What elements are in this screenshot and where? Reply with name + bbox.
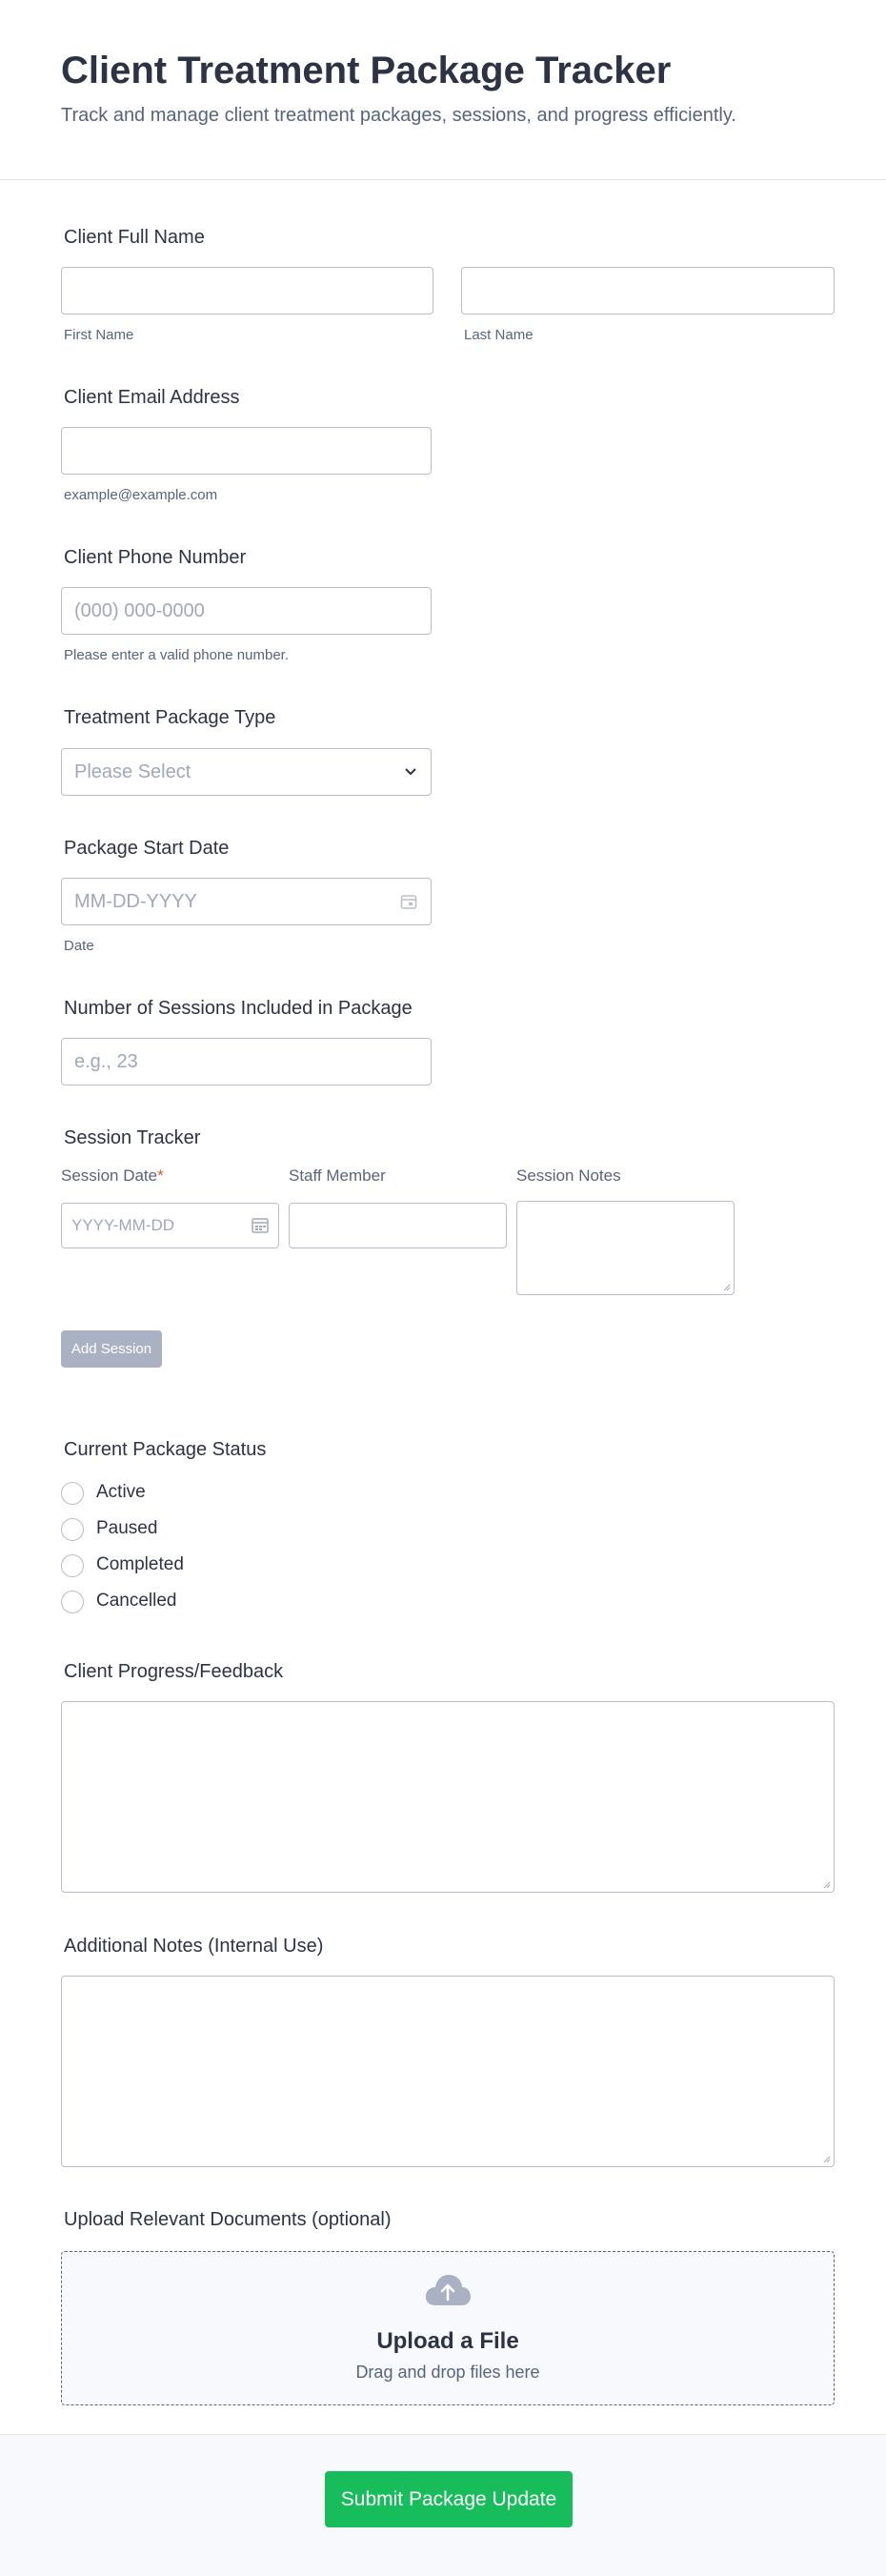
status-option-paused[interactable]: Paused [96, 1518, 158, 1538]
resize-handle-icon[interactable] [821, 2154, 831, 2163]
staff-member-column-label: Staff Member [289, 1166, 386, 1185]
phone-sublabel: Please enter a valid phone number. [64, 647, 289, 663]
status-radio-paused[interactable] [61, 1518, 84, 1541]
additional-notes-label: Additional Notes (Internal Use) [64, 1936, 324, 1957]
staff-member-input[interactable] [289, 1203, 507, 1248]
status-radio-completed[interactable] [61, 1554, 84, 1577]
form-footer [0, 2434, 886, 2576]
progress-feedback-label: Client Progress/Feedback [64, 1661, 284, 1682]
first-name-input[interactable] [61, 267, 433, 314]
client-email-label: Client Email Address [64, 387, 240, 408]
progress-feedback-textarea[interactable] [61, 1701, 835, 1893]
sessions-count-input[interactable]: e.g., 23 [61, 1038, 432, 1085]
status-radio-active[interactable] [61, 1482, 84, 1505]
resize-handle-icon[interactable] [821, 1879, 831, 1889]
chevron-down-icon [404, 767, 417, 777]
start-date-input[interactable] [61, 878, 432, 925]
client-phone-label: Client Phone Number [64, 547, 247, 568]
email-input[interactable] [61, 427, 432, 475]
upload-label: Upload Relevant Documents (optional) [64, 2209, 392, 2230]
last-name-sublabel: Last Name [464, 327, 534, 343]
calendar-icon[interactable] [400, 893, 417, 910]
client-name-label: Client Full Name [64, 227, 205, 248]
status-option-cancelled[interactable]: Cancelled [96, 1591, 177, 1611]
phone-input[interactable]: (000) 000-0000 [61, 587, 432, 635]
status-option-active[interactable]: Active [96, 1482, 146, 1502]
first-name-sublabel: First Name [64, 327, 134, 343]
package-type-select[interactable] [61, 748, 432, 796]
start-date-placeholder: MM-DD-YYYY [74, 891, 197, 912]
start-date-label: Package Start Date [64, 838, 230, 859]
status-option-completed[interactable]: Completed [96, 1554, 184, 1574]
submit-button[interactable]: Submit Package Update [325, 2471, 573, 2527]
page-subtitle: Track and manage client treatment packages, sessions, and progress efficiently. [61, 105, 736, 126]
package-type-selected: Please Select [74, 761, 191, 782]
session-date-placeholder: YYYY-MM-DD [71, 1216, 174, 1234]
sessions-count-label: Number of Sessions Included in Package [64, 998, 413, 1019]
email-sublabel: example@example.com [64, 487, 218, 503]
last-name-input[interactable] [461, 267, 835, 314]
form-header [0, 0, 886, 180]
cloud-upload-icon [424, 2273, 472, 2307]
required-mark: * [157, 1166, 164, 1185]
additional-notes-textarea[interactable] [61, 1976, 835, 2167]
session-notes-textarea[interactable] [516, 1201, 735, 1295]
resize-handle-icon[interactable] [721, 1282, 731, 1291]
session-date-input[interactable] [61, 1203, 279, 1248]
page-title: Client Treatment Package Tracker [61, 50, 672, 91]
add-session-button[interactable]: Add Session [61, 1330, 162, 1368]
session-tracker-label: Session Tracker [64, 1127, 201, 1148]
session-date-column-label: Session Date* [61, 1166, 164, 1185]
file-upload-dropzone[interactable] [61, 2251, 835, 2405]
start-date-sublabel: Date [64, 938, 94, 954]
calendar-icon[interactable] [252, 1218, 269, 1233]
status-radio-cancelled[interactable] [61, 1591, 84, 1613]
session-notes-column-label: Session Notes [516, 1166, 621, 1185]
package-type-label: Treatment Package Type [64, 707, 276, 728]
upload-subtitle: Drag and drop files here [355, 2363, 540, 2382]
package-status-label: Current Package Status [64, 1439, 267, 1460]
upload-title: Upload a File [376, 2328, 519, 2354]
